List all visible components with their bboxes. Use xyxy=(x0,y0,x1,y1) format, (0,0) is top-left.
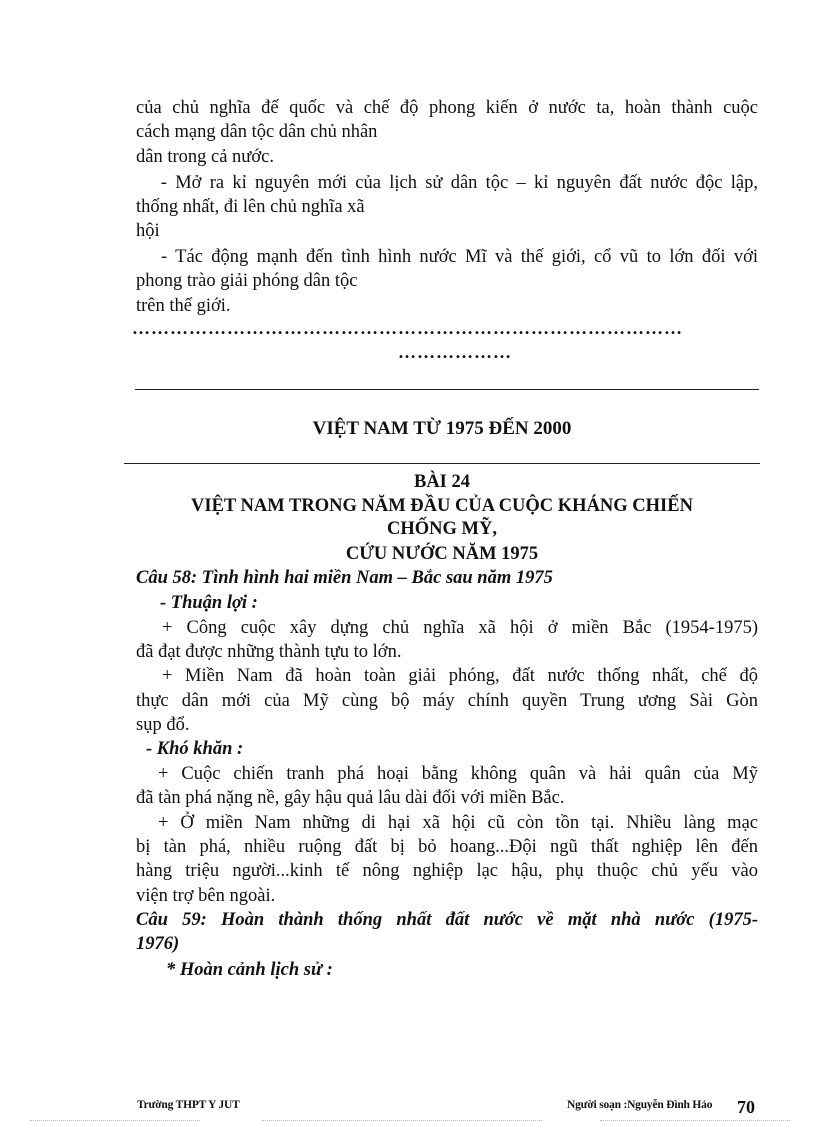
footer-author: Người soạn :Nguyễn Đình Hảo xyxy=(567,1099,713,1111)
dotted-line-2: ……………… xyxy=(398,342,512,362)
difficulties-label: - Khó khăn : xyxy=(146,739,244,759)
footer-dotted-middle xyxy=(262,1120,542,1121)
lesson-number: BÀI 24 xyxy=(413,472,471,492)
lesson-title-line-2: CHỐNG MỸ, xyxy=(387,519,497,539)
question-59-heading-line-1: Câu 59: Hoàn thành thống nhất đất nước về mặt nhà nước (1975- xyxy=(136,910,758,930)
difficulty-2-line-2: bị tàn phá, nhiều ruộng đất bị bỏ hoang...Đội ngũ thất nghiệp lên đến xyxy=(136,837,758,857)
difficulty-1-line-2: đã tàn phá nặng nề, gây hậu quả lâu dài đối với miền Bắc. xyxy=(136,788,565,808)
question-59-heading-line-2: 1976) xyxy=(136,934,180,954)
intro-line-3: dân trong cả nước. xyxy=(136,147,274,167)
question-58-heading: Câu 58: Tình hình hai miền Nam – Bắc sau năm 1975 xyxy=(136,568,553,588)
intro-line-8: phong trào giải phóng dân tộc xyxy=(136,271,358,291)
difficulty-2-line-1: + Ở miền Nam những di hại xã hội cũ còn tồn tại. Nhiều làng mạc xyxy=(158,813,758,833)
advantage-1-line-1: + Công cuộc xây dựng chủ nghĩa xã hội ở miền Bắc (1954-1975) xyxy=(162,618,758,638)
lesson-title-line-3: CỨU NƯỚC NĂM 1975 xyxy=(345,544,539,564)
advantage-1-line-2: đã đạt được những thành tựu to lớn. xyxy=(136,642,402,662)
lesson-title-line-1: VIỆT NAM TRONG NĂM ĐẦU CỦA CUỘC KHÁNG CHIẾN xyxy=(191,496,693,516)
section-title: VIỆT NAM TỪ 1975 ĐẾN 2000 xyxy=(312,418,572,439)
page-number: 70 xyxy=(737,1097,755,1117)
difficulty-2-line-3: hàng triệu người...kinh tế nông nghiệp lạc hậu, phụ thuộc chủ yếu vào xyxy=(136,861,758,881)
footer-dotted-right xyxy=(600,1120,790,1121)
intro-line-9: trên thế giới. xyxy=(136,296,231,316)
advantage-2-line-2: thực dân mới của Mỹ cùng bộ máy chính quyền Trung ương Sài Gòn xyxy=(136,691,758,711)
advantages-label: - Thuận lợi : xyxy=(160,593,258,613)
intro-line-4: - Mở ra kỉ nguyên mới của lịch sử dân tộc – kỉ nguyên đất nước độc lập, xyxy=(136,173,758,193)
intro-line-1: của chủ nghĩa đế quốc và chế độ phong kiến ở nước ta, hoàn thành cuộc xyxy=(136,98,758,118)
intro-line-2: cách mạng dân tộc dân chủ nhân xyxy=(136,122,378,142)
difficulty-2-line-4: viện trợ bên ngoài. xyxy=(136,886,276,906)
intro-line-5: thống nhất, đi lên chủ nghĩa xã xyxy=(136,197,365,217)
divider-bottom xyxy=(124,463,760,464)
footer-school: Trường THPT Y JUT xyxy=(137,1099,240,1111)
difficulty-1-line-1: + Cuộc chiến tranh phá hoại bằng không quân và hải quân của Mỹ xyxy=(158,764,758,784)
advantage-2-line-3: sụp đổ. xyxy=(136,715,190,735)
intro-line-6: hội xyxy=(136,221,160,241)
intro-line-7: - Tác động mạnh đến tình hình nước Mĩ và thế giới, cổ vũ to lớn đối với xyxy=(136,247,758,267)
divider-top xyxy=(135,389,759,390)
historical-context-label: * Hoàn cảnh lịch sử : xyxy=(166,960,333,980)
dotted-line-1: …………………………………………………………………………… xyxy=(132,318,683,338)
footer-dotted-left xyxy=(30,1120,200,1121)
advantage-2-line-1: + Miền Nam đã hoàn toàn giải phóng, đất nước thống nhất, chế độ xyxy=(162,666,758,686)
